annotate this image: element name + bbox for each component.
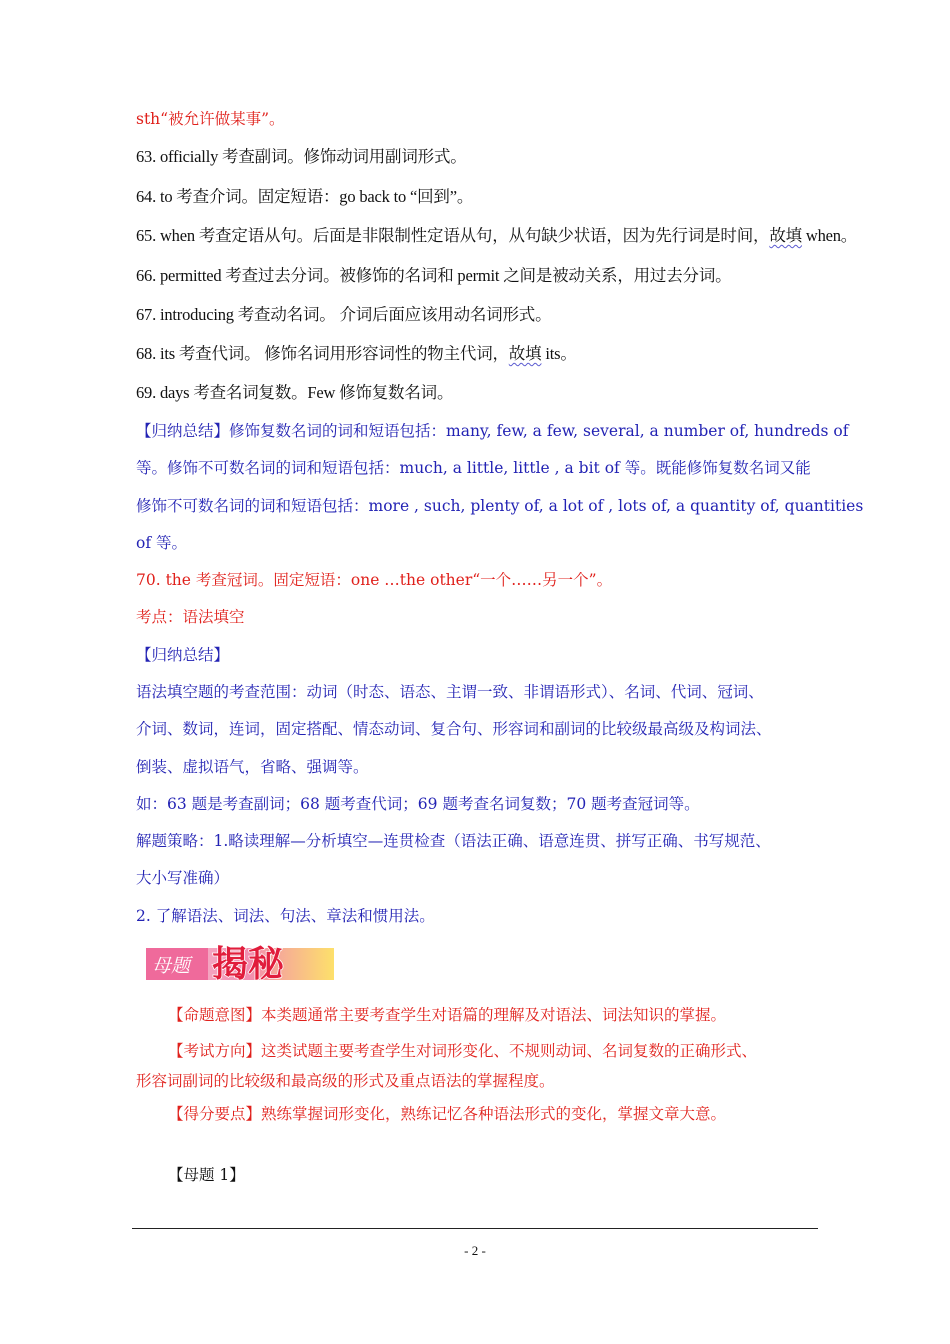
answer-65-tail: when。 (801, 226, 858, 245)
strategy-line: 大小写准确） (136, 869, 230, 887)
footer-divider (132, 1228, 818, 1229)
summary-line: 等。修饰不可数名词的词和短语包括：much, a little, little , a bit of 等。既能修饰复数名词又能 (136, 459, 811, 477)
summary-heading: 【归纳总结】 (136, 646, 230, 664)
answer-68-emphasis: 故填 (508, 344, 542, 363)
answer-69: 69. days 考查名词复数。Few 修饰复数名词。 (136, 383, 454, 402)
intent-line: 【命题意图】本类题通常主要考查学生对语篇的理解及对语法、词法知识的掌握。 (168, 1006, 727, 1024)
example-line: 如：63 题是考查副词；68 题考查代词；69 题考查名词复数；70 题考查冠词等。 (136, 795, 700, 813)
strategy-line: 2. 了解语法、词法、句法、章法和惯用法。 (136, 907, 435, 925)
direction-line: 形容词副词的比较级和最高级的形式及重点语法的掌握程度。 (136, 1072, 555, 1090)
scope-line: 语法填空题的考查范围：动词（时态、语态、主谓一致、非谓语形式）、名词、代词、冠词、 (136, 683, 764, 701)
strategy-line: 解题策略：1.略读理解—分析填空—连贯检查（语法正确、语意连贯、拼写正确、书写规范、 (136, 832, 771, 850)
test-point: 考点：语法填空 (136, 608, 245, 626)
answer-64: 64. to 考查介词。固定短语：go back to “回到”。 (136, 187, 474, 206)
answer-68 (136, 344, 577, 364)
answer-68-tail: its。 (541, 344, 577, 363)
page-number: - 2 - (464, 1243, 486, 1258)
answer-68-text: 68. its 考查代词。 修饰名词用形容词性的物主代词， (136, 344, 509, 363)
badge-small-text: 母题 (152, 955, 191, 977)
mother-question-heading: 【母题 1】 (168, 1166, 245, 1184)
answer-65 (136, 226, 857, 246)
answer-67: 67. introducing 考查动名词。 介词后面应该用动名词形式。 (136, 305, 552, 324)
scope-line: 介词、数词，连词，固定搭配、情态动词、复合句、形容词和副词的比较级最高级及构词法、 (136, 720, 772, 738)
summary-line: of 等。 (136, 534, 187, 552)
summary-line: 修饰不可数名词的词和短语包括：more , such, plenty of, a lot of , lots of, a quantity of, quantities (136, 497, 864, 515)
answer-65-emphasis: 故填 (769, 226, 802, 245)
badge-big-text: 揭秘 (212, 944, 285, 985)
scope-line: 倒装、虚拟语气，省略、强调等。 (136, 758, 369, 776)
answer-70: 70. the 考查冠词。固定短语：one …the other“一个……另一个”。 (136, 571, 613, 589)
direction-line: 【考试方向】这类试题主要考查学生对词形变化、不规则动词、名词复数的正确形式、 (168, 1042, 758, 1060)
text-line: sth“被允许做某事”。 (136, 110, 285, 128)
scoring-line: 【得分要点】熟练掌握词形变化，熟练记忆各种语法形式的变化，掌握文章大意。 (168, 1105, 727, 1123)
answer-65-text: 65. when 考查定语从句。后面是非限制性定语从句，从句缺少状语，因为先行词是时间， (136, 226, 770, 245)
summary-line: 【归纳总结】修饰复数名词的词和短语包括：many, few, a few, several, a number of, hundreds of (136, 422, 849, 440)
mother-question-badge (146, 938, 334, 988)
answer-66: 66. permitted 考查过去分词。被修饰的名词和 permit 之间是被动关系，用过去分词。 (136, 266, 732, 285)
answer-63: 63. officially 考查副词。修饰动词用副词形式。 (136, 147, 467, 166)
